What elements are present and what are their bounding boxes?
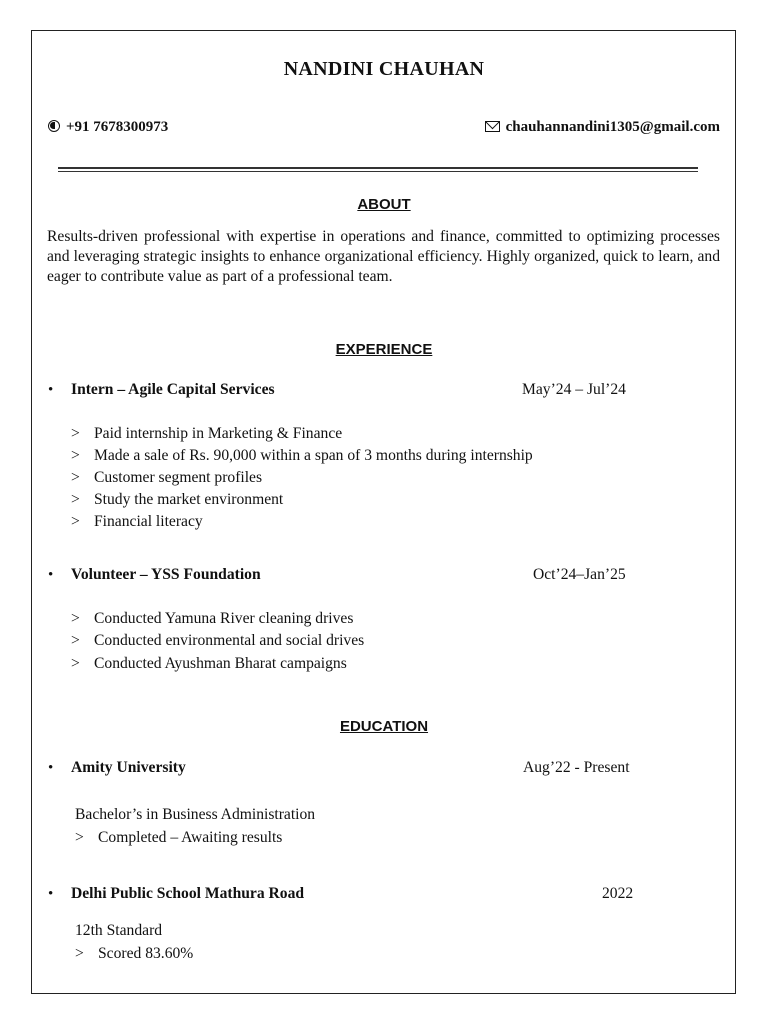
resume-page xyxy=(31,30,736,994)
list-item: > Completed – Awaiting results xyxy=(75,829,283,846)
header-divider-bottom xyxy=(58,171,698,172)
list-item: > Conducted Ayushman Bharat campaigns xyxy=(71,655,347,672)
experience-date: May’24 – Jul’24 xyxy=(522,381,626,398)
bullet-icon: • xyxy=(48,567,54,583)
list-item: > Customer segment profiles xyxy=(71,469,263,486)
about-text: Results-driven professional with expertise in operations and finance, committed to optimizing processes and leveraging strategic insights to enhance organizational efficiency. Highly organized, quick to learn, and eager to contribute value as part of a professional team. xyxy=(47,228,720,285)
education-date: 2022 xyxy=(602,885,634,902)
candidate-name: NANDINI CHAUHAN xyxy=(283,58,485,80)
experience-heading: EXPERIENCE xyxy=(335,341,433,358)
phone-contact xyxy=(48,119,168,136)
experience-title: Intern – Agile Capital Services xyxy=(71,381,275,398)
education-degree: Bachelor’s in Business Administration xyxy=(75,806,316,823)
list-item: > Study the market environment xyxy=(71,491,284,508)
email-address: chauhannandini1305@gmail.com xyxy=(505,119,720,135)
bullet-icon: • xyxy=(48,886,54,902)
list-item: > Conducted Yamuna River cleaning drives xyxy=(71,610,354,627)
list-item: > Conducted environmental and social drives xyxy=(71,632,365,649)
mail-icon xyxy=(485,121,500,132)
header-divider-top xyxy=(58,167,698,169)
list-item: > Paid internship in Marketing & Finance xyxy=(71,425,343,442)
experience-title: Volunteer – YSS Foundation xyxy=(71,566,261,583)
email-contact xyxy=(485,119,720,136)
list-item: > Made a sale of Rs. 90,000 within a span of 3 months during internship xyxy=(71,447,533,464)
list-item: > Financial literacy xyxy=(71,513,203,530)
experience-date: Oct’24–Jan’25 xyxy=(533,566,626,583)
about-heading: ABOUT xyxy=(357,196,411,213)
education-degree: 12th Standard xyxy=(75,922,163,939)
bullet-icon: • xyxy=(48,760,54,776)
education-heading: EDUCATION xyxy=(339,718,429,735)
education-date: Aug’22 - Present xyxy=(523,759,630,776)
education-title: Delhi Public School Mathura Road xyxy=(71,885,305,902)
bullet-icon: • xyxy=(48,382,54,398)
phone-icon xyxy=(48,120,60,132)
education-title: Amity University xyxy=(71,759,186,776)
phone-number: +91 7678300973 xyxy=(66,119,169,135)
list-item: > Scored 83.60% xyxy=(75,945,194,962)
